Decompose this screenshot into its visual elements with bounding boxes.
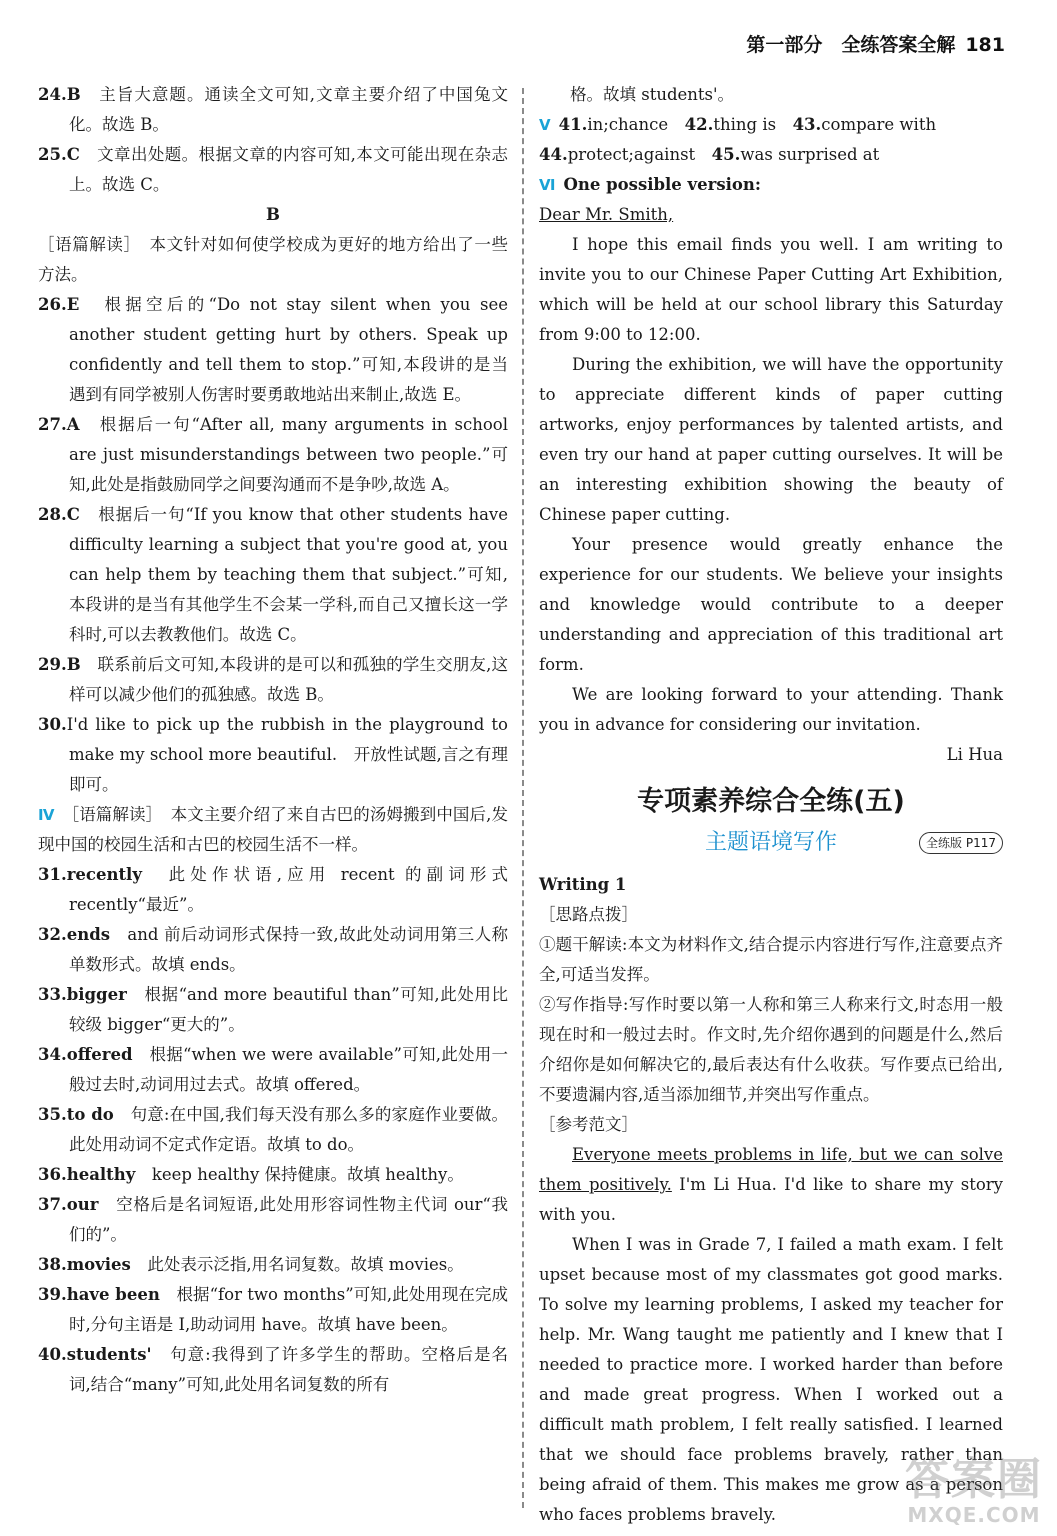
roman-numeral-v: Ⅴ [539, 116, 551, 134]
page-header [746, 30, 1005, 57]
answer-item: 36.healthy keep healthy 保持健康。故填 healthy。 [38, 1165, 464, 1184]
section-subtitle: 主题语境写作 [704, 830, 837, 855]
answer-item: 28.C 根据后一句“If you know that other students have difficulty learning a subject that you're good at, you can help them by teaching them that subject.”可知,本段讲的是当有其他学生不会某一学科,而自己又擅长这一学科时,可以去教教他们。故选 C。 [38, 505, 508, 644]
tip-item: ②写作指导:写作时要以第一人称和第三人称来行文,时态用一般现在时和一般过去时。作文时,先介绍你遇到的问题是什么,然后介绍你是如何解决它的,最后表达有什么收获。写作要点已给出,不要遗漏内容,适当添加细节,并突出写作重点。 [539, 995, 1003, 1104]
answer-item: 29.B 联系前后文可知,本段讲的是可以和孤独的学生交朋友,这样可以减少他们的孤独感。故选 B。 [38, 655, 508, 704]
reading-intro-b: ［语篇解读］ 本文针对如何使学校成为更好的地方给出了一些方法。 [38, 235, 508, 284]
answer-item: 32.ends and 前后动词形式保持一致,故此处动词用第三人称单数形式。故填 ends。 [38, 925, 508, 974]
answer-item: 34.offered 根据“when we were available”可知,此处用一般过去时,动词用过去式。故填 offered。 [38, 1045, 508, 1094]
watermark-main: 答案圈 [905, 1454, 1043, 1505]
page-reference-badge: 全练版 P117 [919, 832, 1003, 854]
essay-paragraph: When I was in Grade 7, I failed a math exam. I felt upset because most of my classmates got good marks. To solve my learning problems, I asked my teacher for help. Mr. Wang taught me patiently and I knew that I needed to practice more. I worked harder than before and made great progress. When I worked out a difficult math problem, I felt really satisfied. I learned that we should face problems bravely, rather than being afraid of them. This makes me grow as a person who faces problems bravely. [539, 1235, 1003, 1524]
essay-paragraph: Everyone meets problems in life, but we can solve them positively. I'm Li Hua. I'd like to share my story with you. [539, 1145, 1003, 1224]
reading-intro-iv: Ⅳ ［语篇解读］ 本文主要介绍了来自古巴的汤姆搬到中国后,发现中国的校园生活和古巴的校园生活不一样。 [38, 800, 508, 860]
essay-topic-sentence: Everyone meets problems in life, but we can solve them positively. [539, 1145, 1003, 1194]
continued-answer: 格。故填 students'。 [570, 85, 735, 104]
answer-item: 38.movies 此处表示泛指,用名词复数。故填 movies。 [38, 1255, 464, 1274]
letter-paragraph: I hope this email finds you well. I am writing to invite you to our Chinese Paper Cutting Art Exhibition, which will be held at our school library this Saturday from 9:00 to 12:00. [539, 235, 1003, 344]
right-column [539, 80, 1003, 1530]
left-column [38, 80, 508, 1400]
roman-numeral-vi: Ⅵ [539, 176, 556, 194]
column-divider [522, 88, 524, 1508]
answer-item: 31.recently 此处作状语,应用 recent 的副词形式 recently“最近”。 [38, 865, 509, 914]
answer-item: 27.A 根据后一句“After all, many arguments in school are just misunderstandings between two people.”可知,此处是指鼓励同学之间要沟通而不是争吵,故选 A。 [38, 415, 508, 494]
tips-label: ［思路点拨］ [539, 905, 638, 924]
letter-paragraph: We are looking forward to your attending. Thank you in advance for considering our invitation. [539, 685, 1003, 734]
answer-item: 25.C 文章出处题。根据文章的内容可知,本文可能出现在杂志上。故选 C。 [38, 145, 509, 194]
answers-v-line1: Ⅴ 41.in;chance 42.thing is 43.compare with [539, 110, 1003, 140]
watermark [905, 1456, 1043, 1526]
section-heading: 第一部分 全练答案全解 [746, 34, 956, 56]
letter-paragraph: During the exhibition, we will have the opportunity to appreciate different kinds of paper cutting artworks, enjoy performances by talented artists, and even try our hand at paper cutting ourselves. It will be an interesting exhibition showing the beauty of Chinese paper cutting. [539, 355, 1003, 524]
letter-signature: Li Hua [946, 745, 1003, 764]
answer-item: 37.our 空格后是名词短语,此处用形容词性物主代词 our“我们的”。 [38, 1195, 509, 1244]
letter-salutation: Dear Mr. Smith, [539, 205, 674, 224]
answer-item: 35.to do 句意:在中国,我们每天没有那么多的家庭作业要做。此处用动词不定式作定语。故填 to do。 [38, 1105, 508, 1154]
tip-item: ①题干解读:本文为材料作文,结合提示内容进行写作,注意要点齐全,可适当发挥。 [539, 935, 1003, 984]
roman-numeral-iv: Ⅳ [38, 806, 55, 824]
sample-label: ［参考范文］ [539, 1115, 638, 1134]
answer-item: 33.bigger 根据“and more beautiful than”可知,此处用比较级 bigger“更大的”。 [38, 985, 508, 1034]
answer-item: 26.E 根据空后的“Do not stay silent when you see another student getting hurt by others. Speak up confidently and tell them to stop.”可知,本段讲的是当遇到有同学被别人伤害时要勇敢地站出来制止,故选 E。 [38, 295, 508, 404]
answers-v-line2: 44.protect;against 45.was surprised at [539, 145, 880, 164]
letter-paragraph: Your presence would greatly enhance the experience for our students. We believe your insights and knowledge would contribute to a deeper understanding and appreciation of this traditional art form. [539, 535, 1003, 674]
version-label: Ⅵ One possible version: [539, 170, 1003, 200]
answer-item: 30.I'd like to pick up the rubbish in the playground to make my school more beautiful. 开放性试题,言之有理即可。 [38, 715, 508, 794]
writing-label: Writing 1 [539, 875, 627, 894]
page-number: 181 [965, 34, 1005, 56]
answer-item: 24.B 主旨大意题。通读全文可知,文章主要介绍了中国兔文化。故选 B。 [38, 85, 509, 134]
section-title: 专项素养综合全练(五) [637, 786, 905, 817]
watermark-sub: MXQE.COM [907, 1503, 1041, 1527]
answer-item: 39.have been 根据“for two months”可知,此处用现在完成时,分句主语是 I,助动词用 have。故填 have been。 [38, 1285, 509, 1334]
answer-item: 40.students' 句意:我得到了许多学生的帮助。空格后是名词,结合“many”可知,此处用名词复数的所有 [38, 1345, 508, 1394]
section-subtitle-row [539, 824, 1003, 862]
part-b-heading: B [266, 205, 280, 224]
